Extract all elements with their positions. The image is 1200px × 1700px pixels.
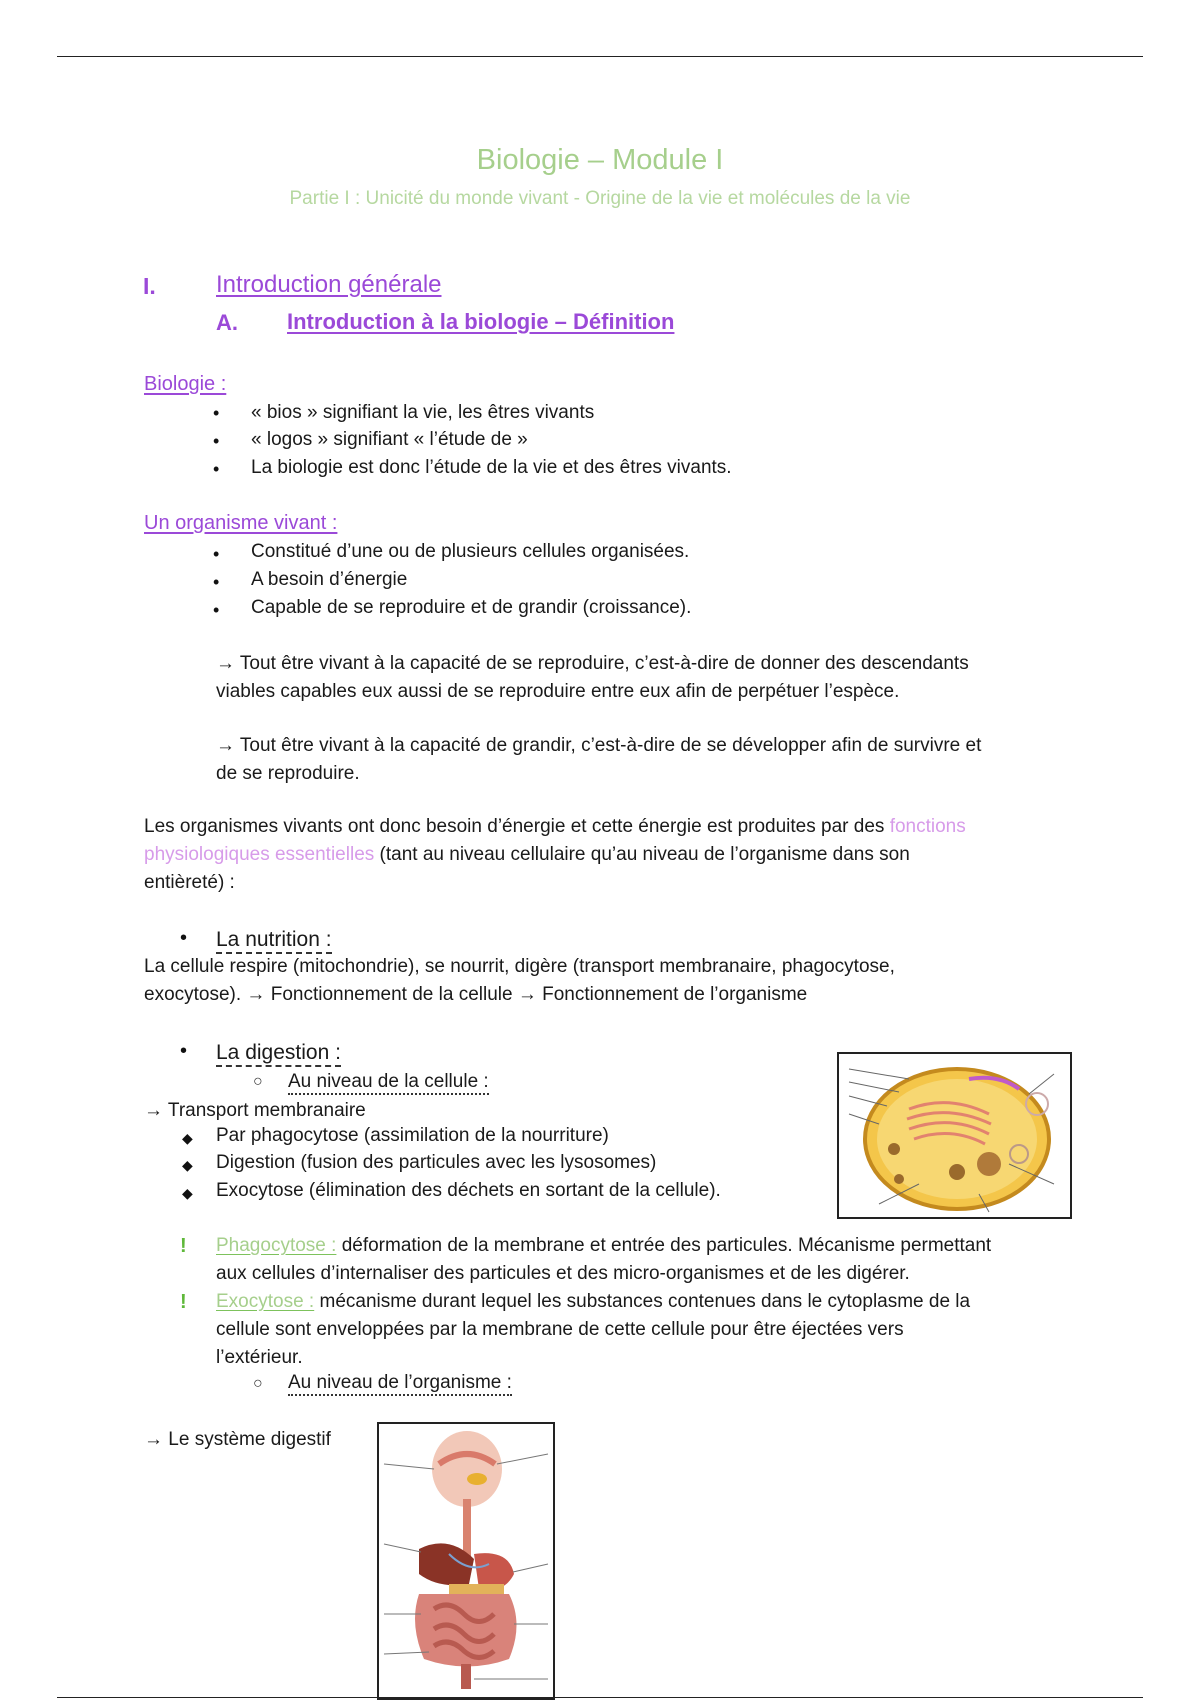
cell-level-title: Au niveau de la cellule :: [288, 1071, 489, 1095]
definition-term: Phagocytose :: [216, 1235, 337, 1256]
transport-line: → Transport membranaire: [144, 1100, 366, 1121]
organism-level-title: Au niveau de l’organisme :: [288, 1372, 512, 1396]
bullet-circle: ○: [253, 1375, 263, 1392]
subsection-number: A.: [216, 310, 238, 335]
bullet-circle: ○: [253, 1073, 263, 1090]
text-span: (tant au niveau cellulaire qu’au niveau de l’organisme dans son: [374, 844, 910, 865]
text-line: La cellule respire (mitochondrie), se nourrit, digère (transport membranaire, phagocytose,: [144, 956, 895, 977]
highlighted-term: physiologiques essentielles: [144, 844, 375, 865]
excl-mark: !: [180, 1291, 187, 1313]
bullet-dot: •: [213, 544, 220, 564]
list-item: « logos » signifiant « l’étude de »: [251, 429, 528, 450]
list-item: Constitué d’une ou de plusieurs cellules organisées.: [251, 541, 690, 562]
list-item: Digestion (fusion des particules avec les lysosomes): [216, 1152, 657, 1173]
systeme-digestif-line: → Le système digestif: [144, 1429, 331, 1450]
top-rule: [57, 56, 1143, 57]
text-span: Les organismes vivants ont donc besoin d’énergie et cette énergie est produites par des: [144, 816, 890, 837]
exocytose-definition: [216, 1288, 970, 1372]
cell-figure: [837, 1052, 1072, 1219]
subsection-title: Introduction à la biologie – Définition: [287, 309, 675, 334]
text-line: → Tout être vivant à la capacité de se reproduire, c’est-à-dire de donner des descendants: [216, 653, 969, 674]
excl-mark: !: [180, 1235, 187, 1257]
bullet-dot: •: [180, 927, 188, 949]
nutrition-title: La nutrition :: [216, 928, 332, 954]
text-line: aux cellules d’internaliser des particules et des micro-organismes et de les digérer.: [216, 1263, 910, 1284]
digestion-title: La digestion :: [216, 1041, 341, 1067]
biologie-label: Biologie :: [144, 373, 227, 395]
text-line: [216, 1232, 991, 1260]
arrow-paragraph-croissance: [216, 732, 981, 788]
digestive-system-figure: [377, 1422, 555, 1700]
text-line: cellule sont enveloppées par la membrane de cette cellule pour être éjectées vers: [216, 1319, 904, 1340]
document-subtitle: Partie I : Unicité du monde vivant - Origine de la vie et molécules de la vie: [289, 188, 911, 209]
text-line: [144, 813, 966, 841]
bullet-dot: •: [213, 459, 220, 479]
organisme-label: Un organisme vivant :: [144, 512, 338, 534]
definition-term: Exocytose :: [216, 1291, 315, 1312]
digestive-system-illustration: [379, 1424, 553, 1698]
list-item: Exocytose (élimination des déchets en sortant de la cellule).: [216, 1180, 721, 1201]
highlighted-term: fonctions: [889, 816, 966, 837]
phagocytose-definition: [216, 1232, 991, 1288]
text-line: exocytose). → Fonctionnement de la cellule → Fonctionnement de l’organisme: [144, 984, 808, 1005]
bullet-diamond: ◆: [182, 1157, 193, 1173]
bullet-dot: •: [213, 600, 220, 620]
bottom-rule: [57, 1697, 1143, 1698]
text-line: entièreté) :: [144, 872, 235, 893]
list-item: Capable de se reproduire et de grandir (croissance).: [251, 597, 692, 618]
bullet-diamond: ◆: [182, 1185, 193, 1201]
section-title: Introduction générale: [216, 271, 442, 298]
bullet-diamond: ◆: [182, 1130, 193, 1146]
text-line: → Tout être vivant à la capacité de grandir, c’est-à-dire de se développer afin de survivre et: [216, 735, 982, 756]
list-item: La biologie est donc l’étude de la vie et des êtres vivants.: [251, 457, 732, 478]
energie-paragraph: [144, 813, 966, 897]
nutrition-paragraph: [144, 953, 895, 1009]
bullet-dot: •: [213, 403, 220, 423]
text-line: l’extérieur.: [216, 1347, 303, 1368]
section-number: I.: [143, 273, 156, 299]
text-line: de se reproduire.: [216, 763, 360, 784]
bullet-dot: •: [180, 1040, 188, 1062]
text-span: déformation de la membrane et entrée des particules. Mécanisme permettant: [336, 1235, 992, 1256]
bullet-dot: •: [213, 431, 220, 451]
bullet-dot: •: [213, 572, 220, 592]
list-item: « bios » signifiant la vie, les êtres vivants: [251, 402, 595, 423]
text-line: viables capables eux aussi de se reproduire entre eux afin de perpétuer l’espèce.: [216, 681, 900, 702]
list-item: Par phagocytose (assimilation de la nourriture): [216, 1125, 609, 1146]
text-span: mécanisme durant lequel les substances contenues dans le cytoplasme de la: [314, 1291, 971, 1312]
text-line: [216, 1288, 970, 1316]
document-title: Biologie – Module I: [476, 144, 724, 176]
text-line: [144, 841, 966, 869]
list-item: A besoin d’énergie: [251, 569, 408, 590]
cell-illustration: [839, 1054, 1070, 1217]
arrow-paragraph-reproduction: [216, 650, 969, 706]
